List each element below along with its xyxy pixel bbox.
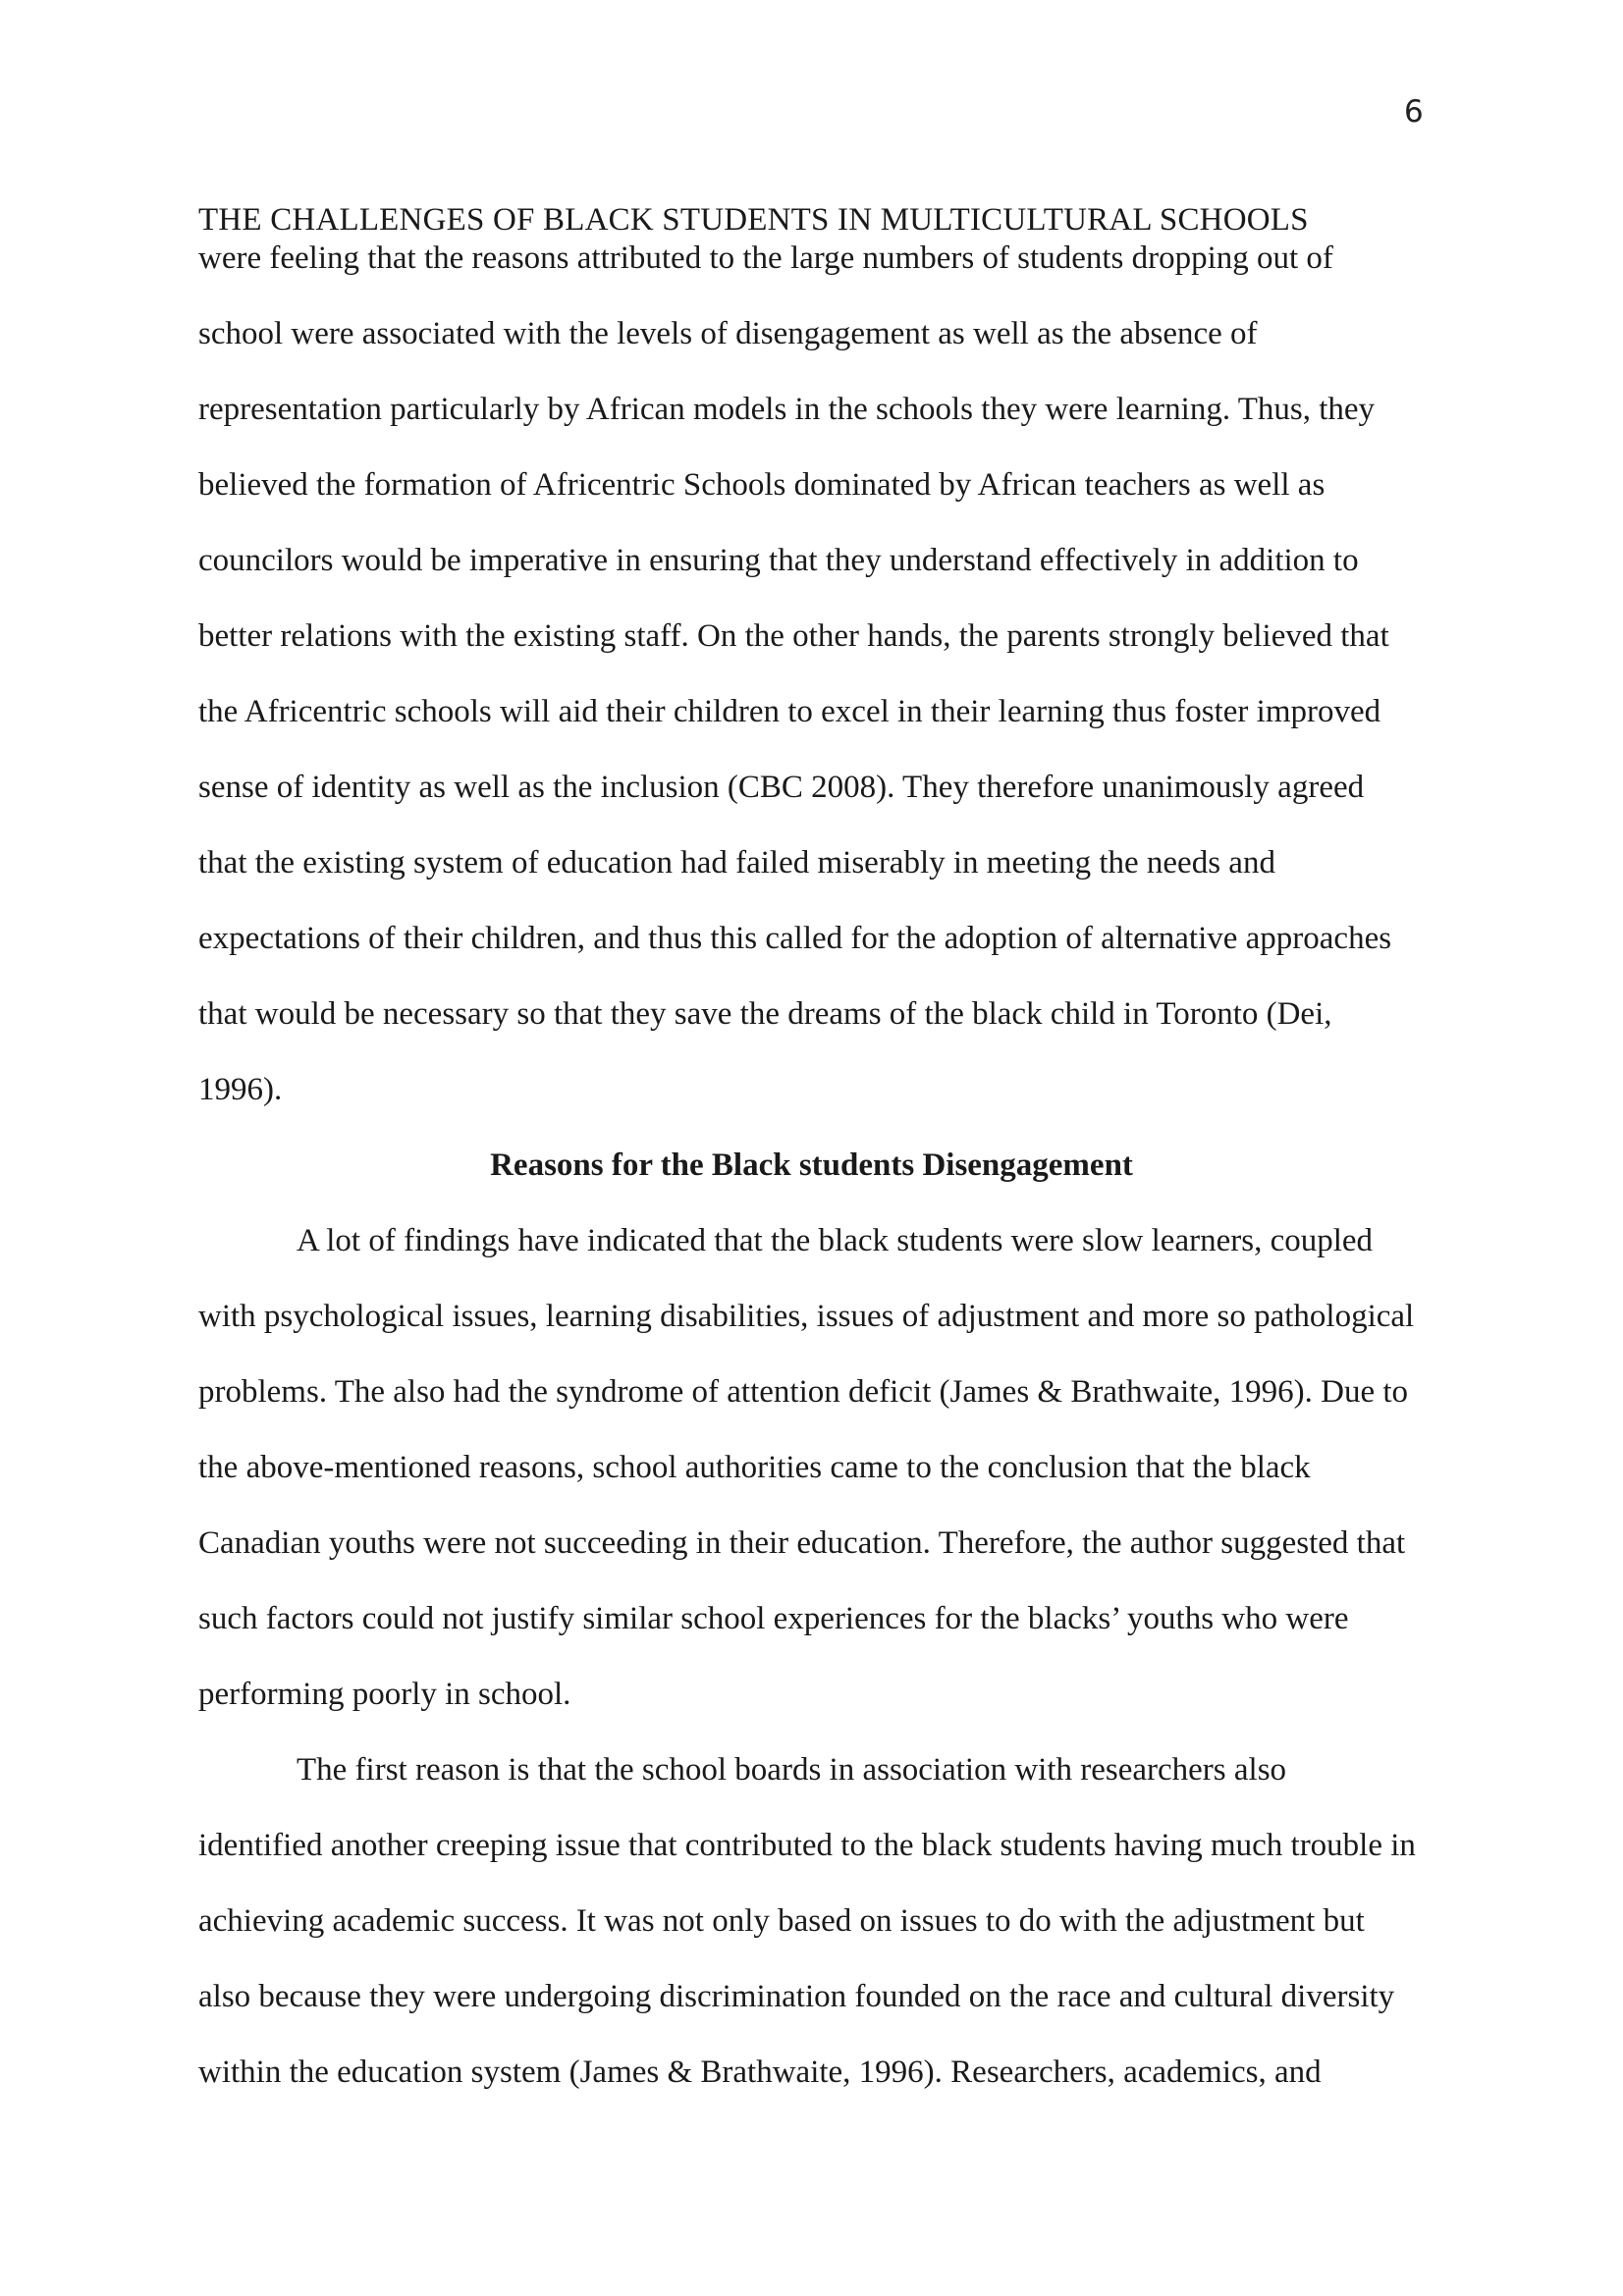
paragraph-line: representation particularly by African models in the schools they were learning. Thus, they <box>198 392 1376 427</box>
paragraph-line: councilors would be imperative in ensuring that they understand effectively in addition to <box>198 543 1359 578</box>
paragraph-line: better relations with the existing staff. On the other hands, the parents strongly believed that <box>198 618 1389 654</box>
paragraph-line: identified another creeping issue that contributed to the black students having much trouble in <box>198 1828 1416 1863</box>
paragraph-line: 1996). <box>198 1072 283 1107</box>
paragraph-line: problems. The also had the syndrome of attention deficit (James & Brathwaite, 1996). Due to <box>198 1374 1409 1410</box>
paragraph-line: A lot of findings have indicated that the black students were slow learners, coupled <box>297 1223 1374 1258</box>
paragraph-line: the above-mentioned reasons, school authorities came to the conclusion that the black <box>198 1450 1311 1485</box>
paragraph-line: were feeling that the reasons attributed to the large numbers of students dropping out of <box>198 240 1333 276</box>
paragraph-line: within the education system (James & Brathwaite, 1996). Researchers, academics, and <box>198 2055 1322 2090</box>
paragraph-line: that the existing system of education had failed miserably in meeting the needs and <box>198 845 1275 881</box>
paragraph-line: The first reason is that the school boards in association with researchers also <box>297 1752 1287 1788</box>
paragraph-line: sense of identity as well as the inclusion (CBC 2008). They therefore unanimously agreed <box>198 770 1365 805</box>
paragraph-line: that would be necessary so that they save the dreams of the black child in Toronto (Dei, <box>198 996 1332 1032</box>
page-number: 6 <box>1404 94 1424 130</box>
paragraph-line: expectations of their children, and thus this called for the adoption of alternative approaches <box>198 921 1392 956</box>
section-heading: Reasons for the Black students Disengagement <box>490 1148 1133 1183</box>
paragraph-line: with psychological issues, learning disabilities, issues of adjustment and more so pathological <box>198 1299 1415 1334</box>
paragraph-line: such factors could not justify similar school experiences for the blacks’ youths who were <box>198 1601 1349 1636</box>
paragraph-line: the Africentric schools will aid their children to excel in their learning thus foster improved <box>198 694 1381 729</box>
paragraph-line: school were associated with the levels of disengagement as well as the absence of <box>198 316 1258 351</box>
paragraph-line: performing poorly in school. <box>198 1677 571 1712</box>
running-head: THE CHALLENGES OF BLACK STUDENTS IN MULTICULTURAL SCHOOLS <box>198 202 1309 238</box>
paragraph-line: achieving academic success. It was not only based on issues to do with the adjustment but <box>198 1903 1365 1939</box>
paragraph-line: also because they were undergoing discrimination founded on the race and cultural diversity <box>198 1979 1395 2014</box>
paragraph-line: believed the formation of Africentric Schools dominated by African teachers as well as <box>198 467 1325 503</box>
paragraph-line: Canadian youths were not succeeding in their education. Therefore, the author suggested that <box>198 1525 1406 1561</box>
